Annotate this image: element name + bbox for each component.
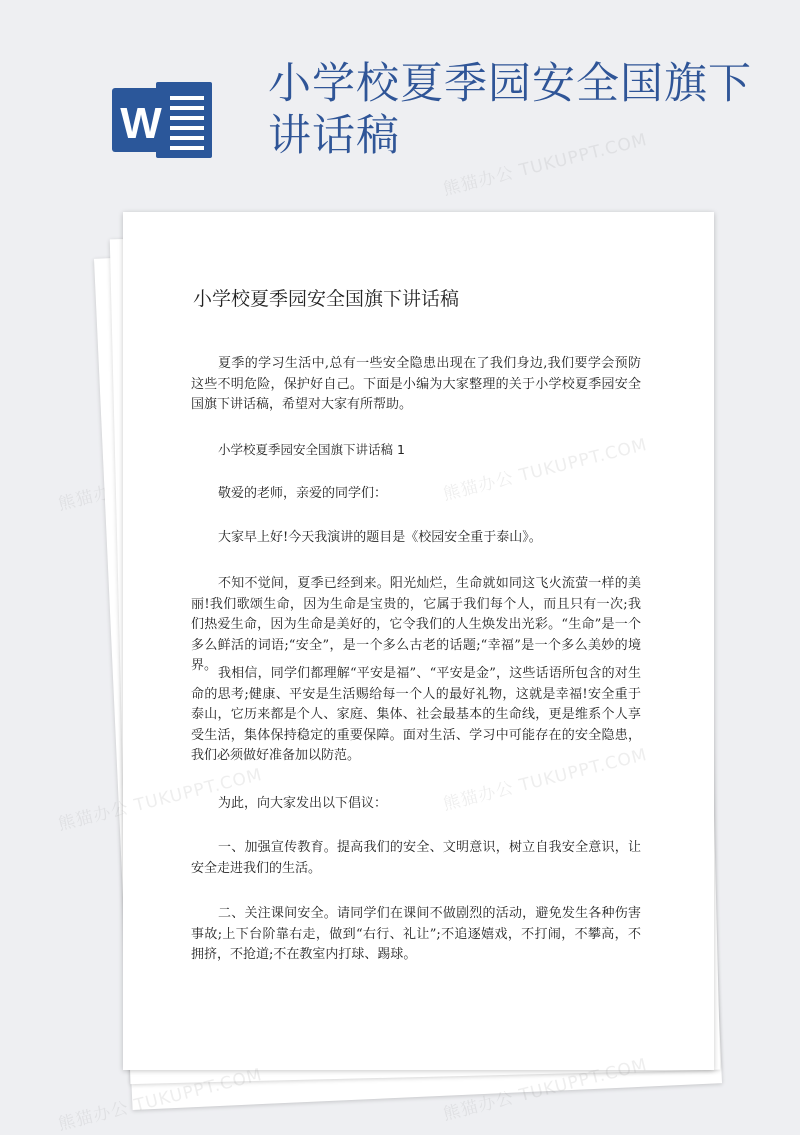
header [0, 0, 800, 200]
body-paragraph: 大家早上好!今天我演讲的题目是《校园安全重于泰山》。 [218, 530, 542, 545]
document-title: 小学校夏季园安全国旗下讲话稿 [193, 288, 460, 310]
watermark: 熊猫办公 [56, 798, 131, 835]
intro-paragraph: 夏季的学习生活中,总有一些安全隐患出现在了我们身边,我们要学会预防这些不明危险，保护好自己。下面是小编为大家整理的关于小学校夏季园安全国旗下讲话稿，希望对大家有所帮助。 [191, 356, 641, 412]
body-paragraph: 不知不觉间，夏季已经到来。阳光灿烂，生命就如同这飞火流萤一样的美丽!我们歌颂生命，因为生命是宝贵的，它属于我们每个人，而且只有一次;我们热爱生命，因为生命是美好的，它令我们的人生焕发出光彩。“生命”是一个多么鲜活的词语;“安全”，是一个多么古老的话题;“幸福”是一个多么美妙的境界。 [191, 576, 641, 673]
watermark: 熊猫办公 [56, 1098, 131, 1135]
body-paragraph: 我相信，同学们都理解“平安是福”、“平安是金”，这些话语所包含的对生命的思考;健康、平安是生活赐给每一个人的最好礼物，这就是幸福!安全重于泰山，它历来都是个人、家庭、集体、社会最基本的生命线，更是维系个人享受生活，集体保持稳定的重要保障。面对生活、学习中可能存在的安全隐患，我们必须做好准备加以防范。 [191, 666, 641, 763]
watermark: 熊猫办公 [56, 478, 131, 515]
proposal-item: 一、加强宣传教育。提高我们的安全、文明意识，树立自我安全意识，让安全走进我们的生活。 [191, 840, 641, 876]
page-title: 小学校夏季园安全国旗下讲话稿 [268, 59, 752, 161]
word-icon-letter: W [120, 99, 162, 148]
watermark: 熊猫办公 TUKUPPT.COM [441, 129, 650, 200]
word-document-icon [112, 80, 216, 160]
document-page [123, 212, 714, 1070]
section-heading: 小学校夏季园安全国旗下讲话稿 1 [218, 442, 405, 457]
salutation: 敬爱的老师，亲爱的同学们： [218, 486, 388, 501]
proposal-item: 二、关注课间安全。请同学们在课间不做剧烈的活动，避免发生各种伤害事故;上下台阶靠右走，做到“右行、礼让”;不追逐嬉戏，不打闹，不攀高，不拥挤，不抢道;不在教室内打球、踢球。 [191, 906, 641, 962]
body-paragraph: 为此，向大家发出以下倡议： [218, 796, 388, 811]
